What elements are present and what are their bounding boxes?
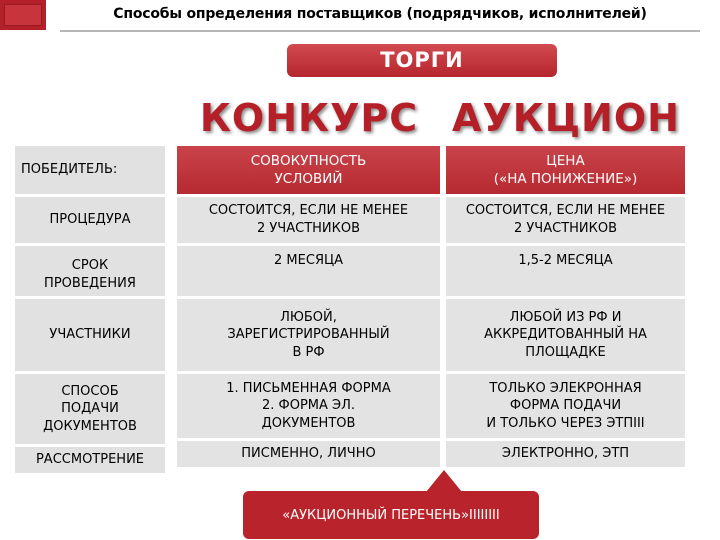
- cell-text-line: СОВОКУПНОСТЬ: [250, 152, 367, 169]
- row-label-line: СРОК: [71, 258, 109, 274]
- cell-konkurs-winner: [177, 146, 440, 194]
- cell-text-line: УСЛОВИЙ: [274, 171, 343, 187]
- auction-list-callout: «АУКЦИОННЫЙ ПЕРЕЧЕНЬ»IIIIIIII: [243, 491, 539, 539]
- row-label-line: СПОСОБ: [61, 383, 119, 399]
- cell-konkurs-term: 2 МЕСЯЦА: [177, 246, 440, 296]
- callout-pointer: [426, 470, 462, 492]
- page-title: Способы определения поставщиков (подрядчиков, исполнителей): [113, 6, 647, 22]
- title-divider: [60, 30, 700, 32]
- cell-text-line: В РФ: [292, 344, 325, 360]
- cell-auktsion-term: 1,5-2 МЕСЯЦА: [446, 246, 685, 296]
- cell-text-line: ЗАРЕГИСТРИРОВАННЫЙ: [227, 327, 390, 343]
- cell-konkurs-procedure: [177, 197, 440, 243]
- cell-auktsion-winner: [446, 146, 685, 194]
- cell-konkurs-review: ПИСМЕННО, ЛИЧНО: [177, 441, 440, 467]
- cell-text-line: 1. ПИСЬМЕННАЯ ФОРМА: [226, 380, 391, 396]
- row-label-line: ДОКУМЕНТОВ: [43, 418, 137, 434]
- cell-auktsion-review: ЭЛЕКТРОННО, ЭТП: [446, 441, 685, 467]
- row-label-line: ПРОВЕДЕНИЯ: [44, 276, 136, 291]
- row-label-winner: ПОБЕДИТЕЛЬ:: [15, 146, 165, 194]
- cell-auktsion-participants: [446, 299, 685, 371]
- cell-text-line: 2 УЧАСТНИКОВ: [256, 221, 361, 236]
- cell-auktsion-submission: [446, 374, 685, 438]
- cell-text-line: 2. ФОРМА ЭЛ.: [261, 398, 356, 414]
- cell-text-line: И ТОЛЬКО ЧЕРЕЗ ЭТПIII: [486, 415, 645, 431]
- row-label-review: РАССМОТРЕНИЕ: [15, 447, 165, 473]
- cell-text-line: ТОЛЬКО ЭЛЕКРОННАЯ: [489, 380, 642, 396]
- column-header-auktsion: АУКЦИОН: [452, 96, 680, 140]
- cell-text-line: ДОКУМЕНТОВ: [261, 415, 356, 431]
- row-label-submission: [15, 374, 165, 444]
- cell-text-line: СОСТОИТСЯ, ЕСЛИ НЕ МЕНЕЕ: [208, 203, 409, 219]
- cell-text-line: («НА ПОНИЖЕНИЕ»): [493, 171, 638, 187]
- row-label-procedure: ПРОЦЕДУРА: [15, 197, 165, 243]
- cell-text-line: ПЛОЩАДКЕ: [525, 344, 606, 360]
- cell-text-line: ЛЮБОЙ ИЗ РФ И: [509, 309, 622, 325]
- row-label-term: [15, 246, 165, 296]
- corner-decoration: [0, 0, 46, 30]
- cell-text-line: ЛЮБОЙ,: [280, 309, 337, 325]
- cell-text-line: 2 УЧАСТНИКОВ: [513, 221, 618, 236]
- row-label-line: ПОДАЧИ: [61, 401, 119, 417]
- row-label-participants: УЧАСТНИКИ: [15, 299, 165, 371]
- cell-konkurs-submission: [177, 374, 440, 438]
- torgi-banner: ТОРГИ: [287, 44, 557, 77]
- cell-text-line: СОСТОИТСЯ, ЕСЛИ НЕ МЕНЕЕ: [465, 203, 666, 219]
- cell-text-line: ЦЕНА: [546, 152, 585, 169]
- cell-text-line: АККРЕДИТОВАННЫЙ НА: [484, 327, 647, 343]
- cell-text-line: ФОРМА ПОДАЧИ: [509, 398, 622, 414]
- cell-auktsion-procedure: [446, 197, 685, 243]
- cell-konkurs-participants: [177, 299, 440, 371]
- column-header-konkurs: КОНКУРС: [199, 96, 419, 140]
